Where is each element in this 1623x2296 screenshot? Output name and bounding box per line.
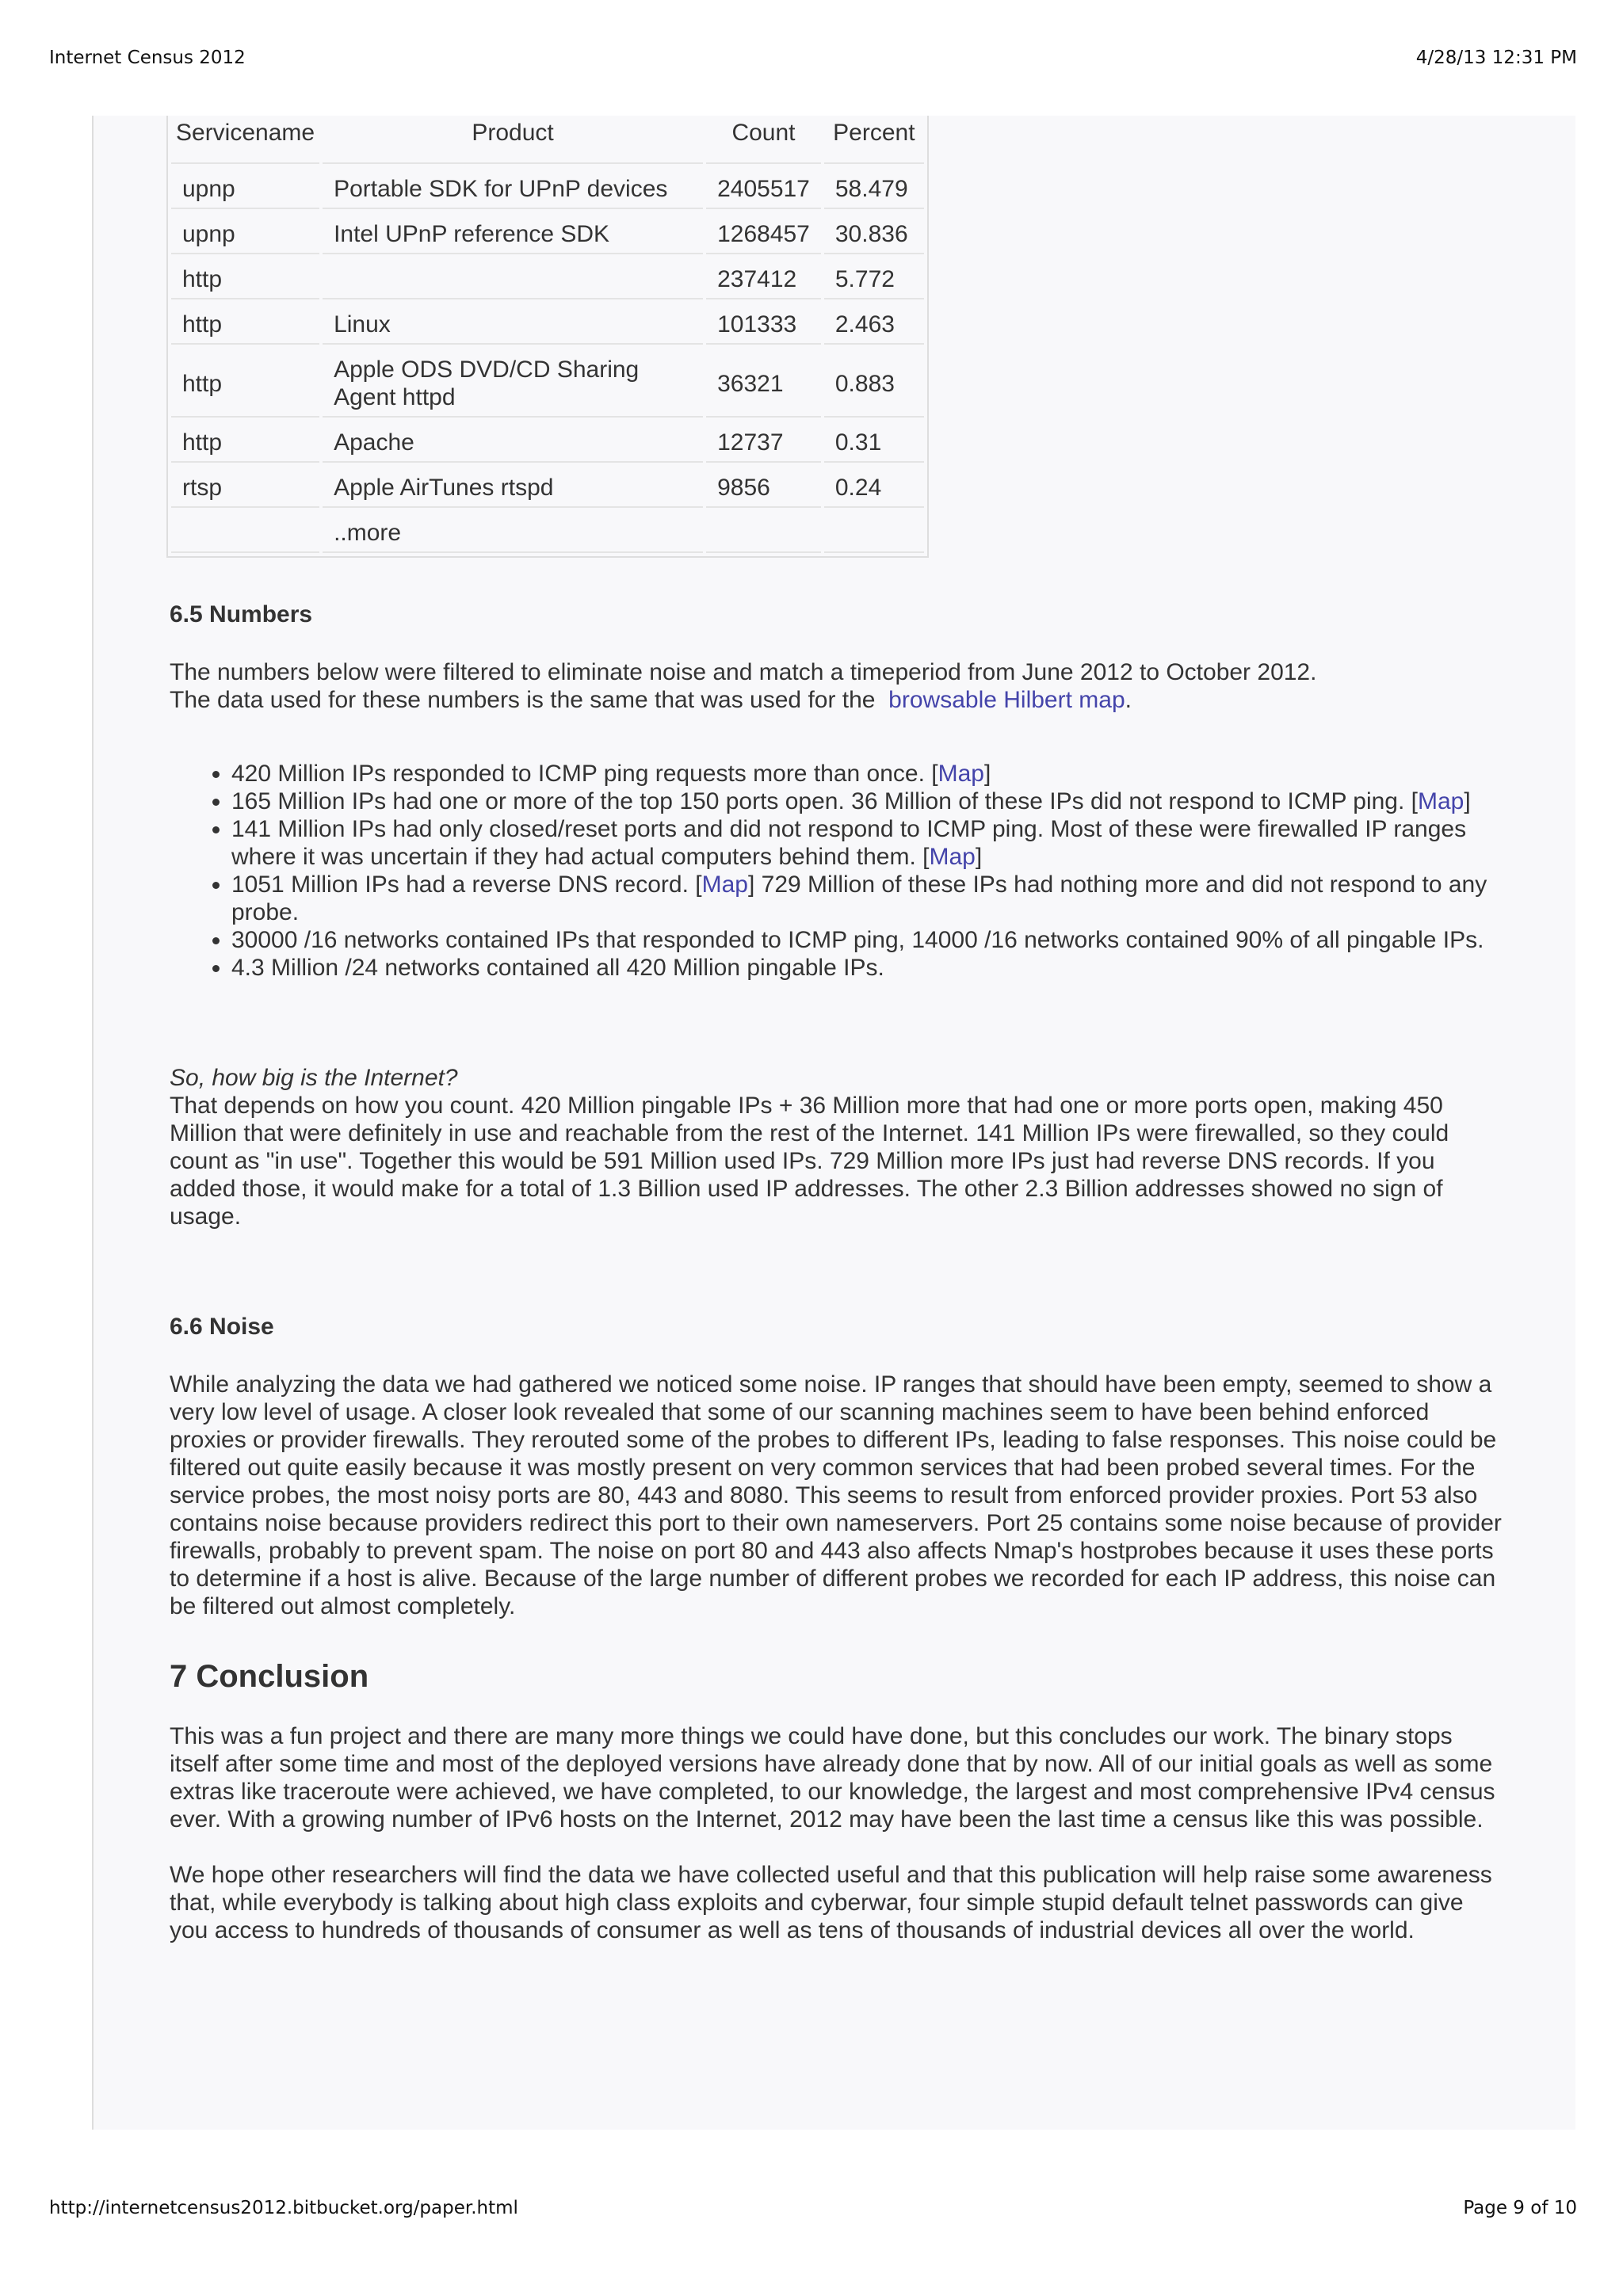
- cell-service: rtsp: [171, 466, 319, 508]
- map-link[interactable]: Map: [1418, 788, 1465, 814]
- content: [170, 116, 1504, 1944]
- bullet-text-end: ]: [975, 844, 983, 870]
- table-row: [171, 303, 924, 345]
- cell-product: Portable SDK for UPnP devices: [323, 167, 703, 209]
- cell-percent: 5.772: [824, 257, 924, 299]
- bullet-text: 141 Million IPs had only closed/reset ports and did not respond to ICMP ping. Most of these were firewalled IP ranges where it was uncertain if they had actual computers behind them. [: [231, 816, 1467, 870]
- table-row: [171, 348, 924, 418]
- page-body: [92, 116, 1575, 2130]
- map-link[interactable]: Map: [938, 761, 984, 787]
- cell-count: 36321: [706, 348, 821, 418]
- bullet-text: 4.3 Million /24 networks contained all 420 Million pingable IPs.: [231, 955, 884, 981]
- print-datetime: 4/28/13 12:31 PM: [1415, 48, 1577, 68]
- intro-line1: The numbers below were filtered to eliminate noise and match a timeperiod from June 2012 to October 2012.: [170, 659, 1317, 685]
- cell-service: http: [171, 348, 319, 418]
- section-heading-numbers: 6.5 Numbers: [170, 601, 313, 627]
- cell-service: http: [171, 303, 319, 345]
- noise-body: While analyzing the data we had gathered we noticed some noise. IP ranges that should have been empty, seemed to show a very low level of usage. A closer look revealed that some of our scanning machines seem to have been behind enforced proxies or provider firewalls. They rerouted some of the probes to different IPs, leading to false responses. This noise could be filtered out quite easily because it was mostly present on very common services that had been probed several times. For the service probes, the most noisy ports are 80, 443 and 8080. This seems to result from enforced provider proxies. Port 53 also contains noise because providers redirect this port to their own nameservers. Port 25 contains some noise because of provider firewalls, probably to prevent spam. The noise on port 80 and 443 also affects Nmap's hostprobes because it uses these ports to determine if a host is alive. Because of the large number of different probes we recorded for each IP address, this noise can be filtered out almost completely.: [170, 1371, 1502, 1619]
- bullet-text: 1051 Million IPs had a reverse DNS record. [: [231, 871, 702, 898]
- header-percent: Percent: [824, 119, 924, 164]
- cell-count: 237412: [706, 257, 821, 299]
- cell-percent: 0.24: [824, 466, 924, 508]
- cell-percent: 58.479: [824, 167, 924, 209]
- header-count: Count: [706, 119, 821, 164]
- table-row: [171, 212, 924, 254]
- cell-product: Apple ODS DVD/CD Sharing Agent httpd: [323, 348, 703, 418]
- cell-count: 1268457: [706, 212, 821, 254]
- header-product: Product: [323, 119, 703, 164]
- cell-percent: 0.883: [824, 348, 924, 418]
- cell-service: upnp: [171, 167, 319, 209]
- list-item: [231, 926, 1504, 954]
- cell-product: Apache: [323, 421, 703, 463]
- bullet-text-end: ]: [1464, 788, 1471, 814]
- bullet-text-end: ] 729 Million of these IPs had nothing more and did not respond to any probe.: [231, 871, 1487, 925]
- conclusion-paragraph-1: This was a fun project and there are many more things we could have done, but this concludes our work. The binary stops itself after some time and most of the deployed versions have already done that by now. All of our initial goals as well as some extras like traceroute were achieved, we have completed, to our knowledge, the largest and most comprehensive IPv4 census ever. With a growing number of IPv6 hosts on the Internet, 2012 may have been the last time a census like this was possible.: [170, 1723, 1495, 1833]
- print-footer: [49, 2198, 1577, 2218]
- internet-size-question: So, how big is the Internet?: [170, 1065, 458, 1091]
- list-item: [231, 788, 1504, 815]
- table-header-row: [171, 119, 924, 164]
- cell-percent: 0.31: [824, 421, 924, 463]
- bullet-text: 30000 /16 networks contained IPs that responded to ICMP ping, 14000 /16 networks contained 90% of all pingable IPs.: [231, 927, 1484, 953]
- print-page-number: Page 9 of 10: [1463, 2198, 1577, 2218]
- bullet-text: 165 Million IPs had one or more of the top 150 ports open. 36 Million of these IPs did not respond to ICMP ping. [: [231, 788, 1418, 814]
- cell-product: Apple AirTunes rtspd: [323, 466, 703, 508]
- bullet-text: 420 Million IPs responded to ICMP ping requests more than once. [: [231, 761, 938, 787]
- numbers-list: [170, 760, 1504, 982]
- cell-count: [706, 511, 821, 553]
- table-row: [171, 257, 924, 299]
- services-table: [166, 116, 929, 558]
- table-row-more: [171, 511, 924, 553]
- section-heading-conclusion: 7 Conclusion: [170, 1659, 369, 1694]
- cell-count: 101333: [706, 303, 821, 345]
- cell-product: Intel UPnP reference SDK: [323, 212, 703, 254]
- print-url: http://internetcensus2012.bitbucket.org/paper.html: [49, 2198, 518, 2218]
- cell-product: Linux: [323, 303, 703, 345]
- more-link[interactable]: ..more: [323, 511, 703, 553]
- cell-product: [323, 257, 703, 299]
- cell-service: upnp: [171, 212, 319, 254]
- bullet-text-end: ]: [983, 761, 991, 787]
- map-link[interactable]: Map: [701, 871, 748, 898]
- cell-count: 12737: [706, 421, 821, 463]
- print-title: Internet Census 2012: [49, 48, 246, 68]
- intro-period: .: [1125, 687, 1132, 713]
- list-item: [231, 815, 1504, 871]
- list-item: [231, 871, 1504, 926]
- cell-percent: [824, 511, 924, 553]
- intro-line2: The data used for these numbers is the same that was used for the: [170, 687, 876, 713]
- list-item: [231, 954, 1504, 982]
- table-row: [171, 466, 924, 508]
- list-item: [231, 760, 1504, 788]
- internet-size-answer: That depends on how you count. 420 Million pingable IPs + 36 Million more that had one or more ports open, making 450 Million that were definitely in use and reachable from the rest of the Internet. 141 Million IPs were firewalled, so they could count as "in use". Together this would be 591 Million used IPs. 729 Million more IPs just had reverse DNS records. If you added those, it would make for a total of 1.3 Billion used IP addresses. The other 2.3 Billion addresses showed no sign of usage.: [170, 1093, 1449, 1230]
- cell-service: http: [171, 421, 319, 463]
- header-servicename: Servicename: [171, 119, 319, 164]
- cell-service: [171, 511, 319, 553]
- cell-count: 9856: [706, 466, 821, 508]
- cell-percent: 30.836: [824, 212, 924, 254]
- hilbert-map-link[interactable]: browsable Hilbert map: [888, 687, 1125, 713]
- table-row: [171, 421, 924, 463]
- conclusion-paragraph-2: We hope other researchers will find the data we have collected useful and that this publication will help raise some awareness that, while everybody is talking about high class exploits and cyberwar, four simple stupid default telnet passwords can give you access to hundreds of thousands of consumer as well as tens of thousands of industrial devices all over the world.: [170, 1862, 1492, 1943]
- cell-service: http: [171, 257, 319, 299]
- print-header: [49, 48, 1577, 68]
- numbers-intro: [170, 658, 1504, 714]
- section-heading-noise: 6.6 Noise: [170, 1314, 274, 1340]
- cell-count: 2405517: [706, 167, 821, 209]
- cell-percent: 2.463: [824, 303, 924, 345]
- map-link[interactable]: Map: [929, 844, 976, 870]
- table-row: [171, 167, 924, 209]
